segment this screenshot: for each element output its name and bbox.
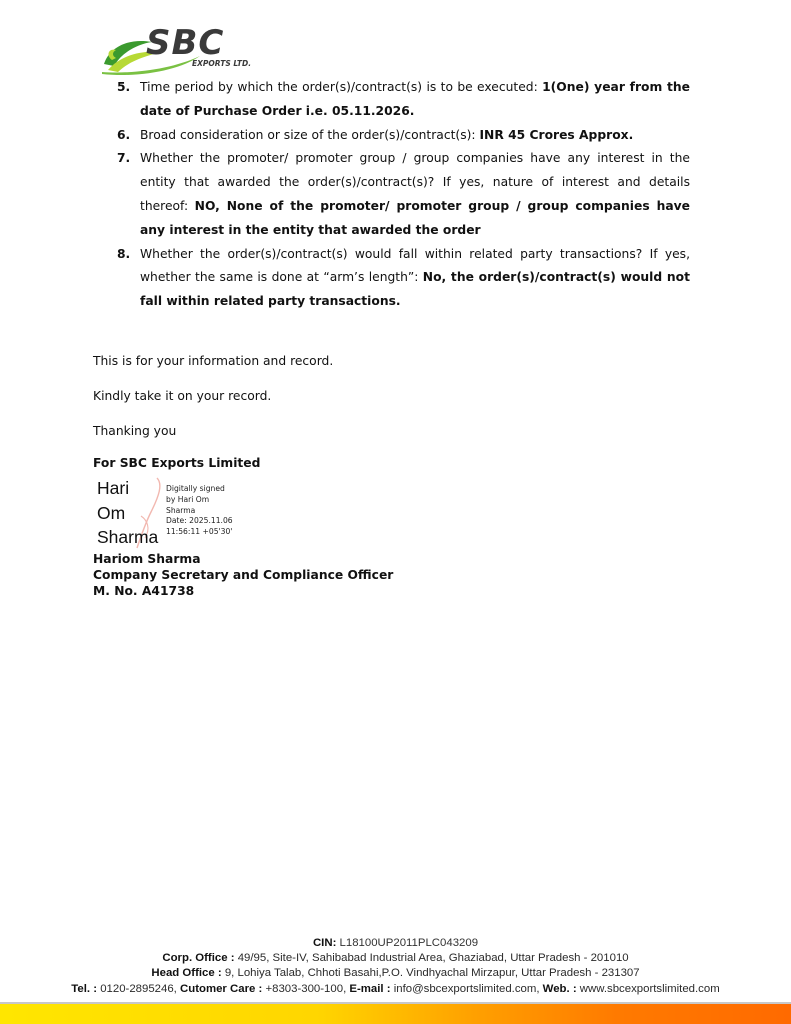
signature-detail-line: Sharma	[166, 505, 196, 515]
tel-label: Tel. :	[71, 982, 98, 995]
list-item	[100, 76, 690, 124]
head-office-address: 9, Lohiya Talab, Chhoti Basahi,P.O. Vindhyachal Mirzapur, Uttar Pradesh - 231307	[221, 967, 640, 980]
list-item	[100, 124, 690, 148]
corp-office-address: 49/95, Site-IV, Sahibabad Industrial Area, Ghaziabad, Uttar Pradesh - 201010	[234, 952, 629, 965]
signature-name	[97, 476, 158, 550]
disclosure-list	[100, 76, 690, 314]
item-bold-text: INR 45 Crores Approx.	[479, 127, 634, 142]
customer-care-label: Cutomer Care :	[180, 982, 263, 995]
web-value: www.sbcexportslimited.com	[576, 982, 720, 995]
customer-care-value: +8303-300-100,	[262, 982, 350, 995]
item-text: Broad consideration or size of the order(s)/contract(s):	[140, 127, 480, 142]
list-item	[100, 243, 690, 314]
item-number: 8.	[117, 246, 131, 261]
sbc-logo-icon	[100, 16, 260, 76]
for-company-label: For SBC Exports Limited	[93, 456, 261, 470]
item-number: 5.	[117, 80, 131, 94]
list-item	[100, 147, 690, 242]
signature-name-line: Hari	[97, 478, 130, 498]
closing-line-info: This is for your information and record.	[93, 354, 334, 368]
signatory-block	[93, 551, 393, 599]
signatory-membership: M. No. A41738	[93, 584, 195, 598]
logo-brand-text: SBC	[146, 23, 225, 63]
signature-detail-line: 11:56:11 +05'30'	[166, 527, 233, 537]
item-bold-text: No, the order(s)/contract(s) would not fall within related party transactions.	[140, 270, 690, 309]
signatory-designation: Company Secretary and Compliance Officer	[93, 568, 394, 582]
closing-line-record: Kindly take it on your record.	[93, 389, 272, 403]
cin-label: CIN:	[312, 937, 337, 949]
signature-name-line: Om	[97, 502, 126, 523]
signature-detail-line: by Hari Om	[166, 494, 210, 504]
item-bold-text: 1(One) year from the date of Purchase Order i.e. 05.11.2026.	[140, 80, 690, 118]
tel-value: 0120-2895246,	[97, 982, 181, 995]
letterhead-footer	[0, 936, 791, 997]
closing-line-thanks: Thanking you	[93, 424, 177, 438]
footer-contacts	[0, 982, 791, 997]
signatory-name: Hariom Sharma	[93, 552, 201, 566]
item-text: Whether the order(s)/contract(s) would fall within related party transactions? If yes, whether the same is done at “arm’s length”:	[140, 246, 690, 285]
corp-office-label: Corp. Office :	[162, 952, 235, 965]
item-text: Whether the promoter/ promoter group / group companies have any interest in the entity that awarded the order(s)/contract(s)? If yes, nature of interest and details thereof:	[140, 151, 690, 213]
company-logo	[100, 16, 260, 76]
footer-color-bar	[0, 1002, 791, 1024]
email-label: E-mail :	[349, 982, 391, 995]
footer-cin	[0, 936, 791, 951]
item-number: 7.	[117, 151, 131, 166]
item-number: 6.	[117, 127, 131, 142]
footer-head-office	[0, 966, 791, 981]
email-value: info@sbcexportslimited.com,	[390, 982, 543, 995]
head-office-label: Head Office :	[151, 967, 222, 980]
cin-value: L18100UP2011PLC043209	[336, 937, 479, 949]
signature-detail-line: Digitally signed	[166, 484, 225, 493]
signature-name-line: Sharma	[97, 527, 159, 547]
web-label: Web. :	[542, 982, 577, 995]
footer-bar-edge	[0, 1002, 791, 1004]
logo-tagline-text: EXPORTS LTD.	[192, 59, 252, 68]
signature-detail-line: Date: 2025.11.06	[166, 516, 233, 526]
digital-signature	[93, 476, 273, 552]
item-bold-text: NO, None of the promoter/ promoter group / group companies have any interest in the entity that awarded the order	[140, 198, 690, 237]
footer-corp-office	[0, 951, 791, 966]
signature-details	[166, 484, 276, 538]
item-text: Time period by which the order(s)/contract(s) is to be executed:	[140, 80, 543, 94]
